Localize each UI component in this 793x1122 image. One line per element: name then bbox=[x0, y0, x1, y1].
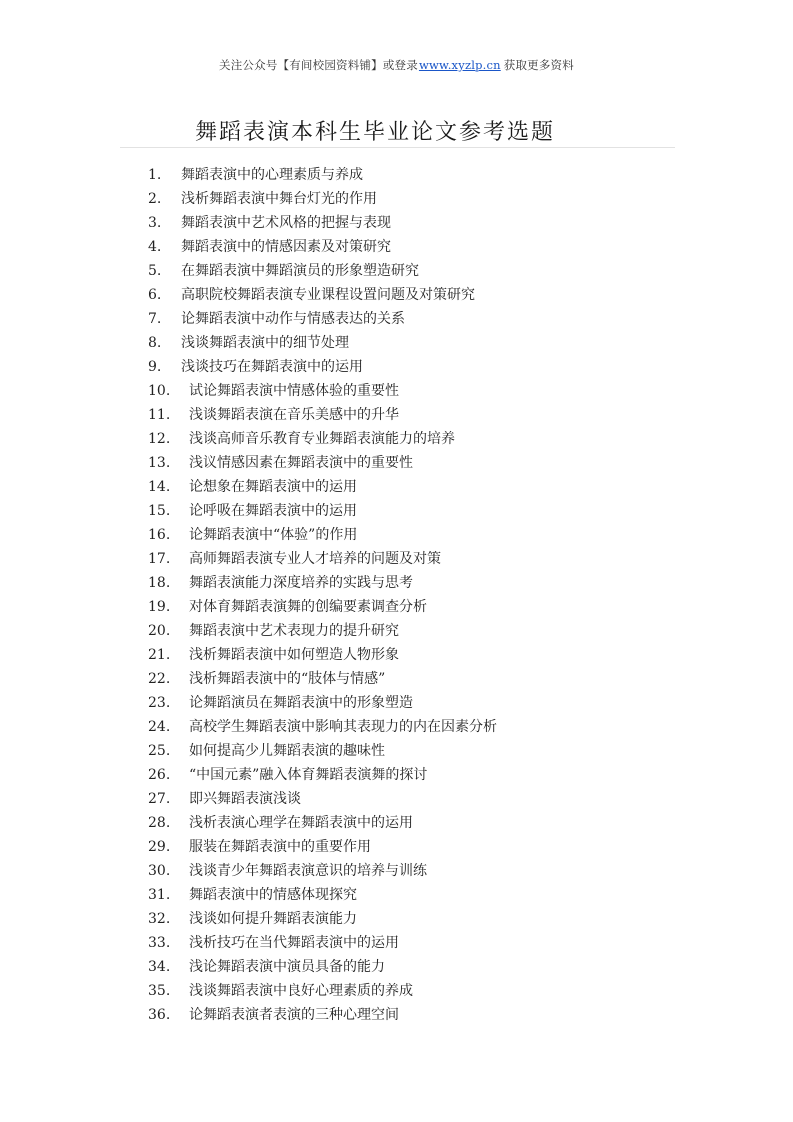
item-number: 22. bbox=[148, 671, 171, 687]
item-text: 舞蹈表演中的心理素质与养成 bbox=[181, 167, 363, 183]
list-item bbox=[148, 739, 497, 763]
list-item bbox=[148, 811, 497, 835]
list-item bbox=[148, 403, 497, 427]
list-item bbox=[148, 427, 497, 451]
item-number: 1. bbox=[148, 167, 162, 183]
item-number: 29. bbox=[148, 839, 171, 855]
item-text: 高职院校舞蹈表演专业课程设置问题及对策研究 bbox=[181, 287, 475, 303]
item-number: 35. bbox=[148, 983, 171, 999]
list-item bbox=[148, 211, 497, 235]
item-text: 浅析舞蹈表演中如何塑造人物形象 bbox=[189, 647, 399, 663]
item-text: 论舞蹈表演者表演的三种心理空间 bbox=[189, 1007, 399, 1023]
list-item bbox=[148, 619, 497, 643]
item-text: 舞蹈表演中的情感因素及对策研究 bbox=[181, 239, 391, 255]
list-item bbox=[148, 931, 497, 955]
item-number: 3. bbox=[148, 215, 162, 231]
item-number: 6. bbox=[148, 287, 162, 303]
item-number: 16. bbox=[148, 527, 171, 543]
item-number: 28. bbox=[148, 815, 171, 831]
list-item bbox=[148, 883, 497, 907]
item-number: 5. bbox=[148, 263, 162, 279]
list-item bbox=[148, 1003, 497, 1027]
item-text: 服装在舞蹈表演中的重要作用 bbox=[189, 839, 371, 855]
list-item bbox=[148, 547, 497, 571]
item-number: 12. bbox=[148, 431, 171, 447]
list-item bbox=[148, 523, 497, 547]
item-text: 浅析表演心理学在舞蹈表演中的运用 bbox=[189, 815, 413, 831]
title-divider bbox=[120, 147, 675, 148]
item-text: 浅论舞蹈表演中演员具备的能力 bbox=[189, 959, 385, 975]
website-link[interactable]: www.xyzlp.cn bbox=[418, 58, 501, 72]
item-number: 32. bbox=[148, 911, 171, 927]
list-item bbox=[148, 331, 497, 355]
item-number: 8. bbox=[148, 335, 162, 351]
item-number: 17. bbox=[148, 551, 171, 567]
list-item bbox=[148, 379, 497, 403]
list-item bbox=[148, 907, 497, 931]
item-number: 30. bbox=[148, 863, 171, 879]
list-item bbox=[148, 667, 497, 691]
item-number: 20. bbox=[148, 623, 171, 639]
item-text: 浅议情感因素在舞蹈表演中的重要性 bbox=[189, 455, 413, 471]
item-text: 论舞蹈演员在舞蹈表演中的形象塑造 bbox=[189, 695, 413, 711]
item-number: 18. bbox=[148, 575, 171, 591]
item-text: 高师舞蹈表演专业人才培养的问题及对策 bbox=[189, 551, 441, 567]
item-number: 11. bbox=[148, 407, 171, 423]
item-number: 33. bbox=[148, 935, 171, 951]
list-item bbox=[148, 835, 497, 859]
item-text: “中国元素”融入体育舞蹈表演舞的探讨 bbox=[189, 767, 428, 783]
list-item bbox=[148, 451, 497, 475]
item-number: 7. bbox=[148, 311, 162, 327]
header-prefix: 关注公众号【有间校园资料铺】或登录 bbox=[219, 58, 418, 72]
topic-list bbox=[148, 163, 497, 1027]
list-item bbox=[148, 259, 497, 283]
item-number: 23. bbox=[148, 695, 171, 711]
item-text: 浅谈舞蹈表演在音乐美感中的升华 bbox=[189, 407, 399, 423]
list-item bbox=[148, 475, 497, 499]
item-number: 34. bbox=[148, 959, 171, 975]
item-text: 舞蹈表演中的情感体现探究 bbox=[189, 887, 357, 903]
item-text: 论想象在舞蹈表演中的运用 bbox=[189, 479, 357, 495]
item-number: 4. bbox=[148, 239, 162, 255]
item-text: 舞蹈表演中艺术表现力的提升研究 bbox=[189, 623, 399, 639]
item-number: 19. bbox=[148, 599, 171, 615]
list-item bbox=[148, 283, 497, 307]
list-item bbox=[148, 859, 497, 883]
item-number: 14. bbox=[148, 479, 171, 495]
item-text: 浅谈舞蹈表演中良好心理素质的养成 bbox=[189, 983, 413, 999]
item-text: 浅谈如何提升舞蹈表演能力 bbox=[189, 911, 357, 927]
page-title: 舞蹈表演本科生毕业论文参考选题 bbox=[194, 119, 555, 145]
list-item bbox=[148, 643, 497, 667]
list-item bbox=[148, 715, 497, 739]
list-item bbox=[148, 787, 497, 811]
list-item bbox=[148, 163, 497, 187]
item-text: 浅析舞蹈表演中的“肢体与情感” bbox=[189, 671, 386, 687]
list-item bbox=[148, 235, 497, 259]
list-item bbox=[148, 955, 497, 979]
item-text: 舞蹈表演能力深度培养的实践与思考 bbox=[189, 575, 413, 591]
item-number: 21. bbox=[148, 647, 171, 663]
item-text: 论呼吸在舞蹈表演中的运用 bbox=[189, 503, 357, 519]
list-item bbox=[148, 763, 497, 787]
item-text: 论舞蹈表演中动作与情感表达的关系 bbox=[181, 311, 405, 327]
item-number: 26. bbox=[148, 767, 171, 783]
list-item bbox=[148, 355, 497, 379]
item-number: 2. bbox=[148, 191, 162, 207]
item-text: 论舞蹈表演中“体验”的作用 bbox=[189, 527, 358, 543]
item-text: 浅谈舞蹈表演中的细节处理 bbox=[181, 335, 349, 351]
item-text: 浅谈技巧在舞蹈表演中的运用 bbox=[181, 359, 363, 375]
item-text: 在舞蹈表演中舞蹈演员的形象塑造研究 bbox=[181, 263, 419, 279]
item-number: 36. bbox=[148, 1007, 171, 1023]
item-text: 如何提高少儿舞蹈表演的趣味性 bbox=[189, 743, 385, 759]
item-number: 31. bbox=[148, 887, 171, 903]
list-item bbox=[148, 979, 497, 1003]
header-note bbox=[0, 57, 793, 73]
item-number: 10. bbox=[148, 383, 171, 399]
item-number: 24. bbox=[148, 719, 171, 735]
list-item bbox=[148, 499, 497, 523]
item-number: 15. bbox=[148, 503, 171, 519]
item-number: 27. bbox=[148, 791, 171, 807]
item-number: 25. bbox=[148, 743, 171, 759]
item-text: 试论舞蹈表演中情感体验的重要性 bbox=[189, 383, 399, 399]
list-item bbox=[148, 187, 497, 211]
list-item bbox=[148, 691, 497, 715]
item-text: 对体育舞蹈表演舞的创编要素调查分析 bbox=[189, 599, 427, 615]
list-item bbox=[148, 595, 497, 619]
item-number: 13. bbox=[148, 455, 171, 471]
item-number: 9. bbox=[148, 359, 162, 375]
item-text: 即兴舞蹈表演浅谈 bbox=[189, 791, 301, 807]
item-text: 浅谈青少年舞蹈表演意识的培养与训练 bbox=[189, 863, 427, 879]
item-text: 舞蹈表演中艺术风格的把握与表现 bbox=[181, 215, 391, 231]
item-text: 浅谈高师音乐教育专业舞蹈表演能力的培养 bbox=[189, 431, 455, 447]
item-text: 浅析技巧在当代舞蹈表演中的运用 bbox=[189, 935, 399, 951]
header-suffix: 获取更多资料 bbox=[503, 58, 574, 72]
list-item bbox=[148, 571, 497, 595]
list-item bbox=[148, 307, 497, 331]
item-text: 浅析舞蹈表演中舞台灯光的作用 bbox=[181, 191, 377, 207]
item-text: 高校学生舞蹈表演中影响其表现力的内在因素分析 bbox=[189, 719, 497, 735]
